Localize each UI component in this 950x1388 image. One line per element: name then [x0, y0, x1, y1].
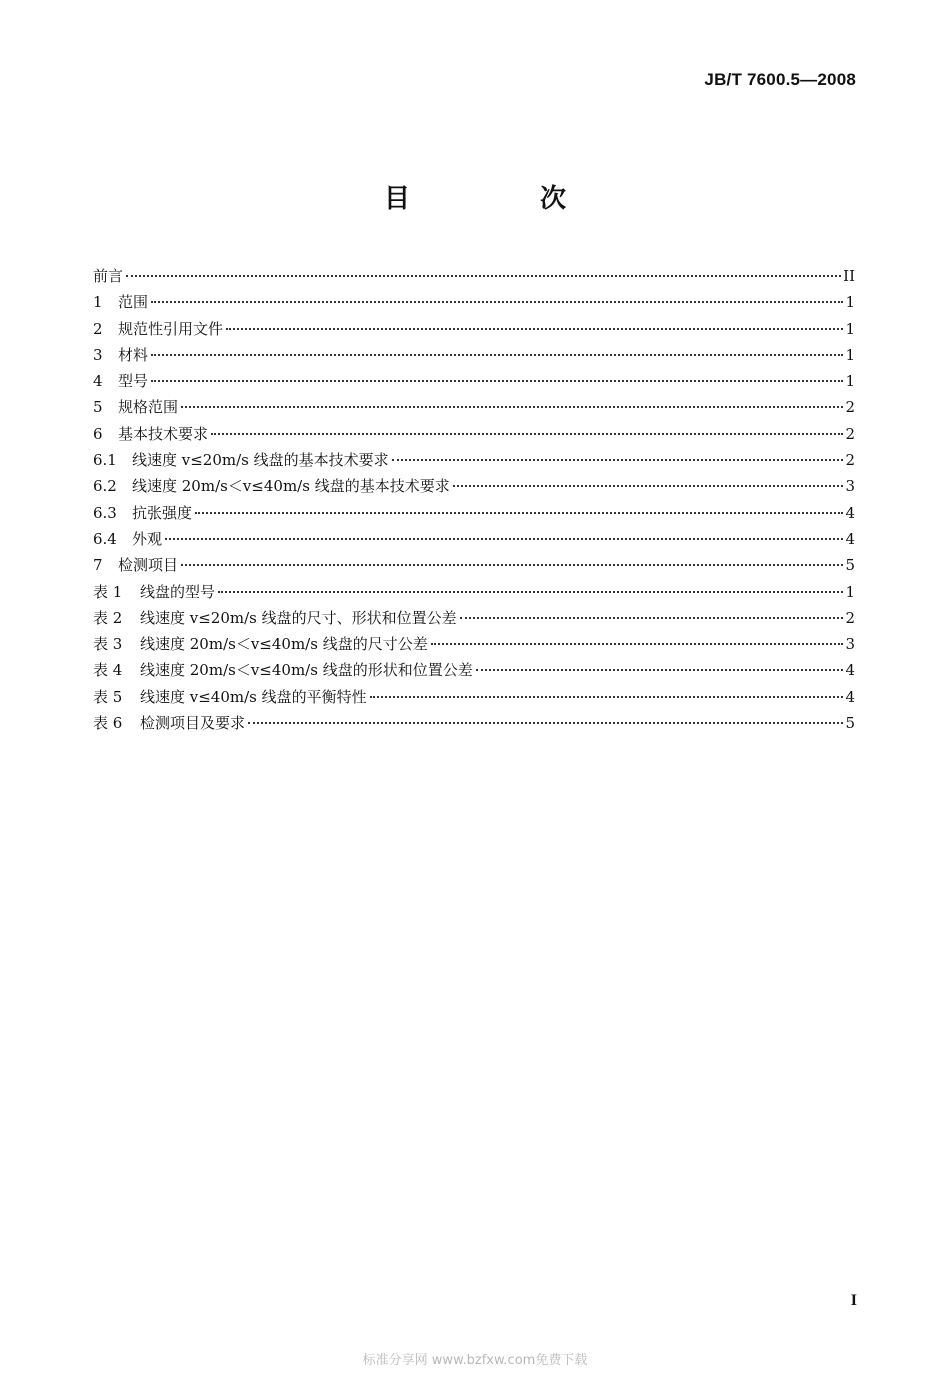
toc-entry-page: 1 — [845, 319, 855, 338]
toc-entry-label: 线速度 v≤20m/s 线盘的基本技术要求 — [132, 451, 389, 470]
toc-entry-number: 1 — [93, 293, 103, 312]
watermark: 标准分享网 www.bzfxw.com免费下载 — [362, 1353, 588, 1368]
toc-entry-label: 线速度 20m/s＜v≤40m/s 线盘的尺寸公差 — [140, 635, 428, 654]
toc-entry-label: 检测项目 — [118, 556, 179, 575]
dot-leader — [211, 423, 843, 435]
toc-entry-label: 线盘的型号 — [140, 582, 216, 601]
toc-entry-number: 6 — [93, 424, 103, 443]
toc-entry[interactable] — [93, 710, 855, 736]
toc-entry[interactable] — [93, 473, 855, 499]
dot-leader — [453, 475, 843, 487]
toc-entry[interactable] — [93, 579, 855, 605]
toc-entry-number: 表 6 — [93, 714, 123, 733]
toc-entry-page: 4 — [845, 503, 855, 522]
toc-entry-page: 3 — [845, 477, 855, 496]
toc-entry[interactable] — [93, 684, 855, 710]
toc-entry-number: 6.2 — [93, 477, 117, 496]
dot-leader — [126, 265, 841, 277]
toc-entry-number: 5 — [93, 398, 103, 417]
dot-leader — [181, 396, 843, 408]
toc-entry-number: 6.3 — [93, 503, 117, 522]
dot-leader — [218, 581, 843, 593]
dot-leader — [151, 344, 843, 356]
page-number: I — [850, 1292, 857, 1309]
toc-entry-label: 线速度 20m/s＜v≤40m/s 线盘的基本技术要求 — [132, 477, 450, 496]
toc-entry[interactable] — [93, 500, 855, 526]
toc-entry-page: 2 — [845, 608, 855, 627]
toc-entry-label: 线速度 v≤40m/s 线盘的平衡特性 — [140, 687, 367, 706]
toc-entry-page: II — [843, 267, 855, 285]
dot-leader — [226, 318, 843, 330]
toc-entry-number: 6.4 — [93, 529, 117, 548]
toc-entry-label: 范围 — [118, 293, 149, 312]
toc-entry-number: 表 5 — [93, 687, 123, 706]
toc-entry[interactable] — [93, 605, 855, 631]
toc-entry-label: 线速度 v≤20m/s 线盘的尺寸、形状和位置公差 — [140, 608, 457, 627]
dot-leader — [431, 633, 843, 645]
toc-entry-page: 4 — [845, 687, 855, 706]
toc-entry[interactable] — [93, 394, 855, 420]
toc-entry-label: 规格范围 — [118, 398, 179, 417]
toc-entry[interactable] — [93, 342, 855, 368]
toc-entry-number: 4 — [93, 372, 103, 391]
toc-entry-number: 表 1 — [93, 582, 123, 601]
dot-leader — [195, 502, 843, 514]
toc-entry-page: 2 — [845, 424, 855, 443]
page-title: 目 次 — [383, 184, 618, 214]
toc-entry-number: 表 2 — [93, 608, 123, 627]
toc-entry-number: 3 — [93, 345, 103, 364]
toc-entry-label: 基本技术要求 — [118, 424, 209, 443]
toc-entry-page: 1 — [845, 293, 855, 312]
toc-entry-page: 5 — [845, 556, 855, 575]
toc-entry-label: 线速度 20m/s＜v≤40m/s 线盘的形状和位置公差 — [140, 661, 473, 680]
dot-leader — [392, 449, 843, 461]
standard-number: JB/T 7600.5—2008 — [704, 70, 856, 89]
toc-entry-label: 检测项目及要求 — [140, 714, 246, 733]
toc-entry-page: 3 — [845, 635, 855, 654]
toc-entry-number: 表 4 — [93, 661, 123, 680]
toc-entry[interactable] — [93, 289, 855, 315]
toc-entry-number: 2 — [93, 319, 103, 338]
toc-entry[interactable] — [93, 368, 855, 394]
toc-entry-page: 2 — [845, 398, 855, 417]
toc-entry-label: 抗张强度 — [132, 503, 193, 522]
dot-leader — [476, 659, 843, 671]
toc-entry[interactable] — [93, 263, 855, 289]
toc-entry[interactable] — [93, 526, 855, 552]
dot-leader — [181, 554, 843, 566]
toc-entry-page: 1 — [845, 345, 855, 364]
toc-entry-page: 4 — [845, 661, 855, 680]
toc-entry-label: 材料 — [118, 345, 149, 364]
toc-entry[interactable] — [93, 447, 855, 473]
dot-leader — [460, 607, 843, 619]
toc-entry[interactable] — [93, 552, 855, 578]
toc-entry-label: 外观 — [132, 529, 163, 548]
toc-entry[interactable] — [93, 657, 855, 683]
toc-entry-page: 2 — [845, 451, 855, 470]
toc-entry-number: 7 — [93, 556, 103, 575]
dot-leader — [151, 291, 843, 303]
toc-entry-page: 5 — [845, 714, 855, 733]
toc-entry-page: 1 — [845, 582, 855, 601]
toc-entry[interactable] — [93, 631, 855, 657]
toc-entry-number: 表 3 — [93, 635, 123, 654]
toc-entry-number: 6.1 — [93, 451, 117, 470]
table-of-contents — [93, 263, 855, 736]
dot-leader — [151, 370, 843, 382]
toc-entry[interactable] — [93, 421, 855, 447]
toc-entry-page: 4 — [845, 529, 855, 548]
toc-entry-label: 规范性引用文件 — [118, 319, 224, 338]
dot-leader — [370, 686, 843, 698]
dot-leader — [165, 528, 843, 540]
toc-entry-label: 型号 — [118, 372, 149, 391]
toc-entry-page: 1 — [845, 372, 855, 391]
dot-leader — [248, 712, 843, 724]
toc-entry[interactable] — [93, 316, 855, 342]
toc-entry-label: 前言 — [93, 267, 124, 285]
